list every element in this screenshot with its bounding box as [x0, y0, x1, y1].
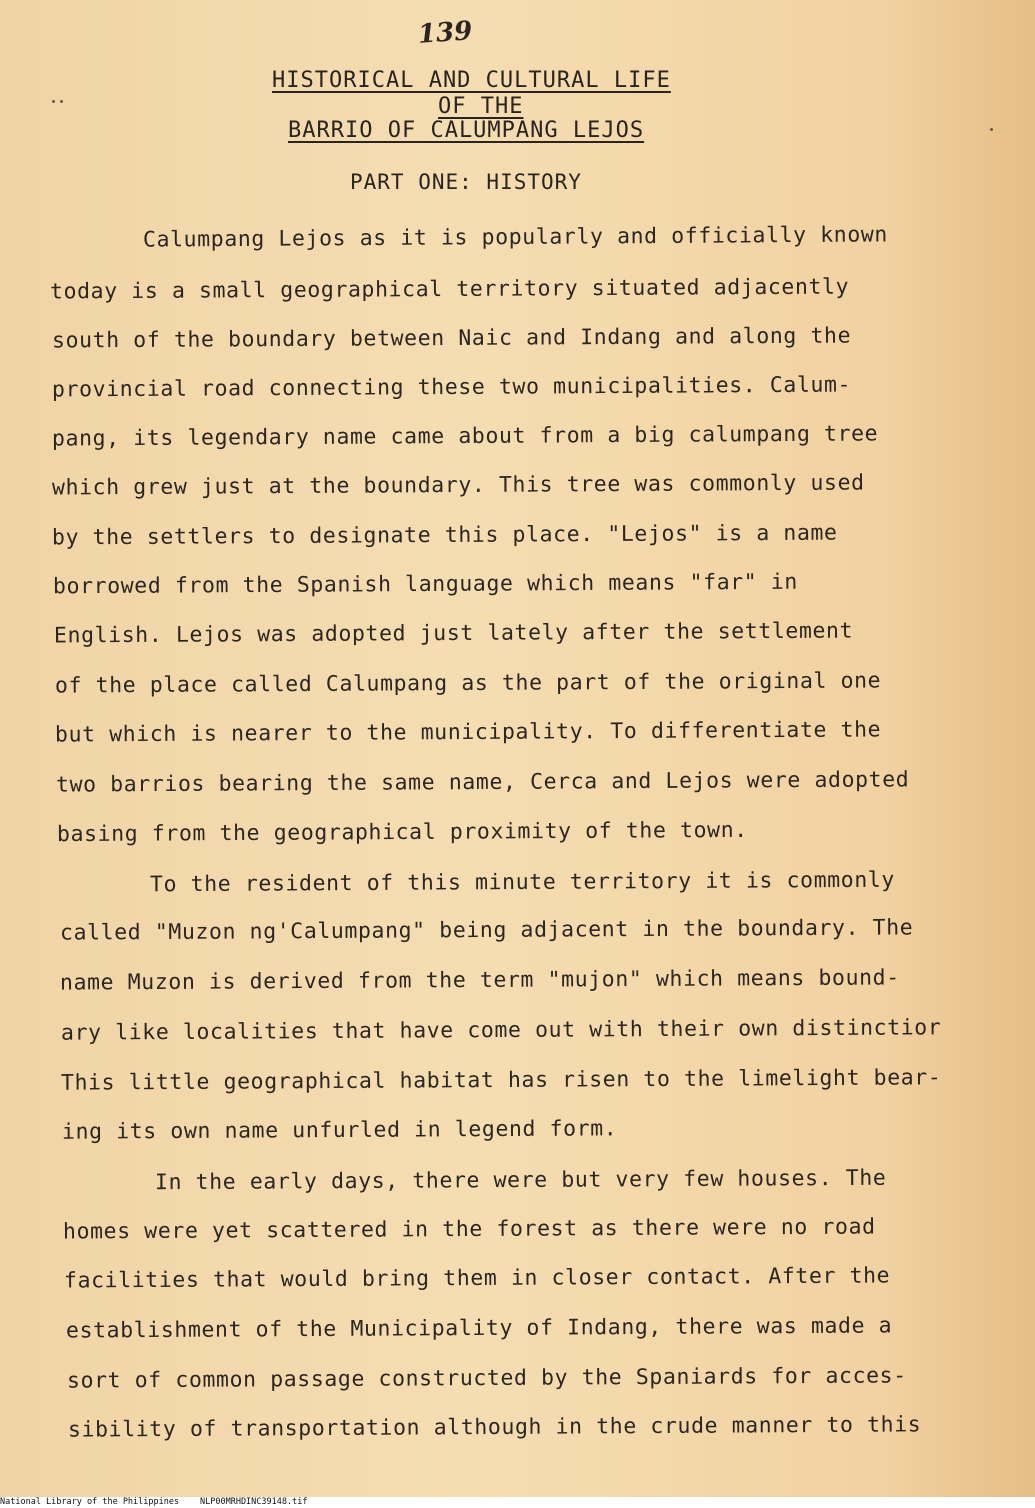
body-line: borrowed from the Spanish language which means "far" in	[52, 569, 799, 600]
body-line: but which is nearer to the municipality. To differentiate the	[54, 717, 882, 748]
body-line: which grew just at the boundary. This tree was commonly used	[51, 470, 865, 501]
page-number: 139	[417, 16, 474, 50]
body-line: facilities that would bring them in closer contact. After the	[63, 1263, 891, 1294]
body-line: south of the boundary between Naic and Indang and along the	[51, 323, 852, 354]
body-line: basing from the geographical proximity of the town.	[56, 817, 748, 848]
body-line: In the early days, there were but very few houses. The	[154, 1165, 887, 1196]
footer-library: National Library of the Philippines	[0, 1497, 180, 1507]
archive-footer	[0, 1497, 1035, 1508]
body-line: establishment of the Municipality of Indang, there was made a	[65, 1313, 893, 1344]
paper-speck	[52, 100, 55, 103]
body-line: by the settlers to designate this place. "Lejos" is a name	[51, 520, 838, 551]
body-line: Calumpang Lejos as it is popularly and officially known	[142, 222, 889, 253]
body-line: two barrios bearing the same name, Cerca and Lejos were adopted	[55, 767, 910, 798]
body-line: English. Lejos was adopted just lately after the settlement	[53, 618, 854, 649]
title-line-2: OF THE	[438, 94, 524, 119]
body-line: To the resident of this minute territory it is commonly	[149, 867, 896, 898]
body-line: sibility of transportation although in the crude manner to this	[67, 1412, 922, 1443]
part-heading: PART ONE: HISTORY	[350, 170, 582, 194]
footer-filename: NLP00MRHDINC39148.tif	[200, 1497, 308, 1507]
body-line: provincial road connecting these two municipalities. Calum-	[51, 372, 852, 403]
body-line: pang, its legendary name came about from a big calumpang tree	[51, 421, 879, 452]
body-line: ary like localities that have come out with their own distinctior	[60, 1015, 942, 1046]
title-line-1: HISTORICAL AND CULTURAL LIFE	[272, 68, 671, 93]
paper-speck	[60, 100, 63, 103]
paper-speck	[990, 128, 993, 131]
body-line: ing its own name unfurled in legend form.	[61, 1116, 618, 1145]
title-line-3: BARRIO OF CALUMPANG LEJOS	[288, 118, 645, 143]
body-line: homes were yet scattered in the forest as there were no road	[62, 1214, 876, 1245]
body-line: name Muzon is derived from the term "mujon" which means bound-	[59, 965, 900, 996]
body-line: called "Muzon ng'Calumpang" being adjacent in the boundary. The	[59, 915, 914, 946]
body-line: of the place called Calumpang as the part of the original one	[54, 668, 882, 699]
body-line: This little geographical habitat has risen to the limelight bear-	[60, 1065, 942, 1096]
body-line: sort of common passage constructed by the Spaniards for acces-	[66, 1363, 907, 1394]
body-line: today is a small geographical territory situated adjacently	[49, 274, 850, 305]
